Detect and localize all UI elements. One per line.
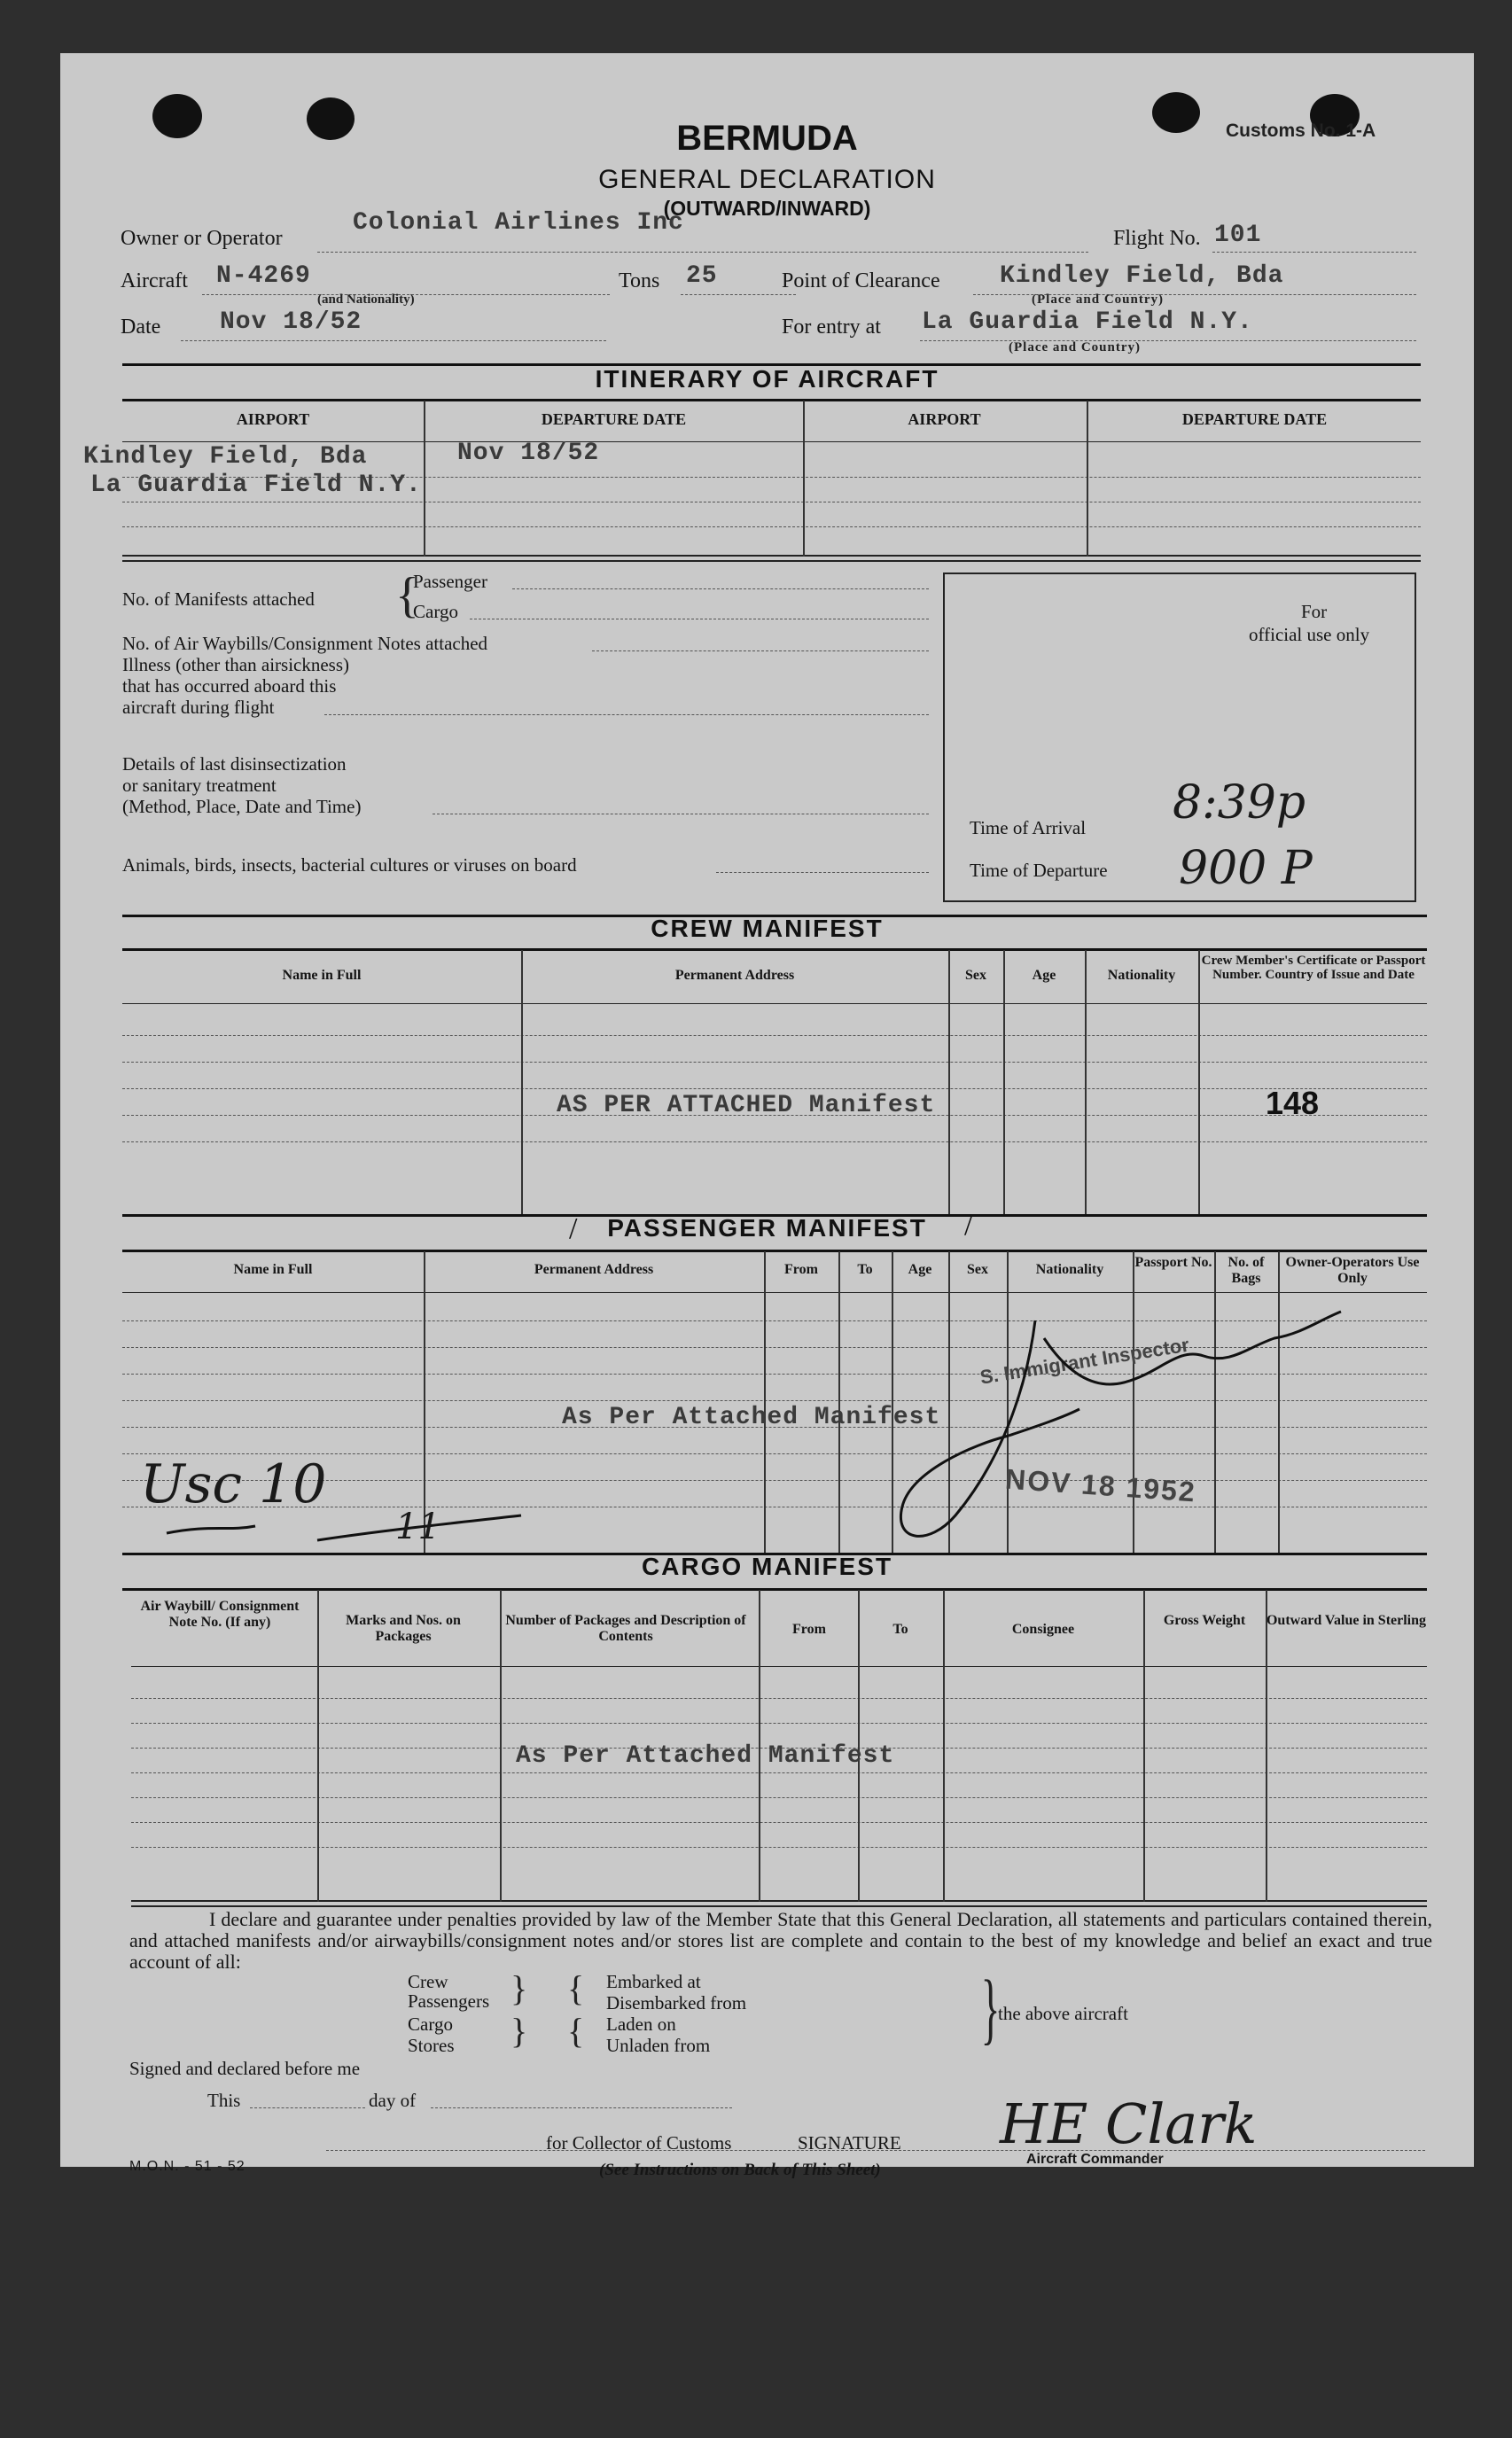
animals-label: Animals, birds, insects, bacterial cultures or viruses on board xyxy=(122,854,577,876)
itinerary-title: ITINERARY OF AIRCRAFT xyxy=(595,365,939,393)
form-subtitle: GENERAL DECLARATION xyxy=(598,165,936,194)
cargo-col-weight: Gross Weight xyxy=(1163,1613,1246,1628)
immigration-stamp-date: NOV 18 1952 xyxy=(1004,1462,1197,1508)
cargo-manifest-label: Cargo xyxy=(413,601,458,622)
itinerary-date-1: Nov 18/52 xyxy=(457,440,600,467)
decl-collector: for Collector of Customs xyxy=(546,2132,732,2154)
passenger-col-name: Name in Full xyxy=(233,1262,313,1277)
passenger-col-from: From xyxy=(784,1262,818,1277)
decl-above: the above aircraft xyxy=(998,2003,1128,2024)
manifests-label: No. of Manifests attached xyxy=(122,588,315,610)
decl-signature: SIGNATURE xyxy=(798,2132,901,2154)
entry-label: For entry at xyxy=(782,315,881,339)
aircraft-label: Aircraft xyxy=(121,269,188,292)
passenger-col-address: Permanent Address xyxy=(534,1262,654,1277)
cargo-col-waybill: Air Waybill/ Consignment Note No. (If any) xyxy=(140,1599,300,1630)
official-label-1: For xyxy=(1301,601,1328,622)
crew-col-name: Name in Full xyxy=(282,968,362,983)
departure-time: 900 P xyxy=(1179,842,1313,895)
crew-col-address: Permanent Address xyxy=(674,968,795,983)
cargo-col-packages: Number of Packages and Description of Contents xyxy=(505,1613,746,1644)
handwritten-note-sub: 11 xyxy=(395,1507,440,1547)
crew-count: 148 xyxy=(1266,1085,1320,1121)
decl-embarked: Embarked at xyxy=(606,1971,701,1992)
instructions-note: (See Instructions on Back of This Sheet) xyxy=(599,2161,881,2179)
crew-col-age: Age xyxy=(1032,968,1056,983)
decl-commander: Aircraft Commander xyxy=(1026,2152,1164,2167)
flight-label: Flight No. xyxy=(1113,227,1201,250)
passenger-title: PASSENGER MANIFEST xyxy=(607,1214,927,1242)
illness-line-3: aircraft during flight xyxy=(122,697,275,718)
immigration-stamp-text: S. Immigrant Inspector xyxy=(978,1333,1191,1389)
owner-value: Colonial Airlines Inc xyxy=(353,209,684,237)
cargo-note: As Per Attached Manifest xyxy=(516,1742,895,1770)
commander-signature: HE Clark xyxy=(1000,2091,1258,2156)
passenger-col-owner: Owner-Operators Use Only xyxy=(1285,1255,1420,1286)
passenger-col-nationality: Nationality xyxy=(1035,1262,1104,1277)
decl-this: This xyxy=(207,2090,241,2111)
crew-col-sex: Sex xyxy=(965,968,986,983)
clearance-value: Kindley Field, Bda xyxy=(1000,262,1284,290)
illness-line-1: Illness (other than airsickness) xyxy=(122,654,350,675)
itinerary-col-date-2: DEPARTURE DATE xyxy=(1181,410,1328,428)
form-code: M.O.N. - 51 - 52 xyxy=(129,2159,246,2174)
handwritten-note: Usc 10 xyxy=(140,1453,327,1515)
passenger-col-age: Age xyxy=(908,1262,932,1277)
form-title: BERMUDA xyxy=(676,119,858,158)
aircraft-note: (and Nationality) xyxy=(317,292,415,307)
declaration-text: I declare and guarantee under penalties provided by law of the Member State that this General Declaration, all statements and particulars contained therein, and attached manifests and/or airwaybills/consignment notes and/or stores list are complete and contain to the best of my knowledge and belief an exact and true account of all: xyxy=(129,1908,1432,1973)
itinerary-airport-1: Kindley Field, Bda xyxy=(83,443,368,471)
decl-day-of: day of xyxy=(369,2090,417,2111)
immigration-signature xyxy=(858,1285,1372,1551)
disinsect-line-1: Details of last disinsectization xyxy=(122,753,347,775)
declaration-form: Customs No. 1-A BERMUDA GENERAL DECLARATION (OUTWARD/INWARD) Owner or Operator Colonial Airlines Inc Flight No. 101 Aircraft N-4269 (and Nationality) Tons 25 Point of Clearance Kindley Field, Bda (Place and Country) Date Nov 18/52 For entry at La Guardia Field N.Y. (Place and Country) ITINERARY OF AIRCRAFT AIRPORT DEPARTURE DATE AIRPORT DEPARTURE DATE Kindley Field, Bda Nov 18/52 La Guardia Field N.Y. No. of Manifests attached { Passenger Cargo No. of Air Waybills/Consignment Notes attached Illness (other than airsickness) that has occurred aboard this aircraft during flight Details of last disinsectization or sanitary treatment (Method, Place, Date and Time) Animals, birds, insects, bacterial cultures or viruses on board For official use only Time of Arrival 8:39p Time of Departure 900 P CREW MANIFEST Name in Full Permanent Address Sex Age Nationality Crew Member's Certificate or Passport Number. Country of Issue and Date AS PER ATTACHED Manifest 148 PASSENGER MANIFEST / / Name in Full Permanent Address From To Age Sex Nationality Passport No. No. of Bags Owner-Operators Use Only As Per Attached Manifest S. Immigrant Inspector NOV 18 1952 Usc 10 11 CARGO MANIFEST Air Waybill/ Consignment Note No. (If any) Marks and Nos. on Packages Number of Packages and Description of Contents From To Consignee Gross Weight Outward Value in Sterling As Per Attached Manifest I declare and guarantee under penalties provided by law of the Member State that this General Declaration, all statements and particulars contained therein, and attached manifests and/or airwaybills/consignment notes and/or stores list are complete and contain to the best of my knowledge and belief an exact and true account of all: Crew Passengers } Cargo Stores } { { Embarked at Disembarked from Laden on Unladen from } the above aircraft Signed and declared before me This day of for Collector of Customs SIGNATURE HE Clark Aircraft Commander M.O.N. - 51 - 52 (See Instructions on Back of This Sheet) xyxy=(60,53,1474,2167)
decl-signed: Signed and declared before me xyxy=(129,2058,361,2079)
aircraft-value: N-4269 xyxy=(216,262,311,290)
decl-stores: Stores xyxy=(408,2035,455,2056)
decl-cargo: Cargo xyxy=(408,2013,453,2035)
arrival-time: 8:39p xyxy=(1173,776,1306,830)
crew-col-cert: Crew Member's Certificate or Passport Number. Country of Issue and Date xyxy=(1201,954,1426,982)
cargo-col-from: From xyxy=(792,1622,826,1637)
cargo-col-value: Outward Value in Sterling xyxy=(1266,1613,1427,1628)
itinerary-col-date-1: DEPARTURE DATE xyxy=(541,410,687,428)
entry-value: La Guardia Field N.Y. xyxy=(922,308,1253,336)
form-direction: (OUTWARD/INWARD) xyxy=(663,197,871,220)
itinerary-airport-2: La Guardia Field N.Y. xyxy=(90,471,422,499)
departure-label: Time of Departure xyxy=(970,860,1108,881)
decl-crew: Crew xyxy=(408,1971,448,1992)
passenger-col-to: To xyxy=(857,1262,873,1277)
waybills-label: No. of Air Waybills/Consignment Notes attached xyxy=(122,633,488,654)
decl-disembarked: Disembarked from xyxy=(606,1992,747,2013)
owner-label: Owner or Operator xyxy=(121,227,283,250)
crew-note: AS PER ATTACHED Manifest xyxy=(557,1092,936,1119)
clearance-label: Point of Clearance xyxy=(782,269,940,292)
cargo-col-to: To xyxy=(892,1622,908,1637)
form-number: Customs No. 1-A xyxy=(1226,121,1376,141)
entry-note: (Place and Country) xyxy=(1009,340,1141,354)
date-value: Nov 18/52 xyxy=(220,308,362,336)
itinerary-col-airport-1: AIRPORT xyxy=(236,410,310,428)
crew-title: CREW MANIFEST xyxy=(651,915,884,942)
clearance-note: (Place and Country) xyxy=(1032,292,1164,307)
decl-laden: Laden on xyxy=(606,2013,676,2035)
disinsect-line-2: or sanitary treatment xyxy=(122,775,277,796)
cargo-col-consignee: Consignee xyxy=(1011,1622,1075,1637)
decl-unladen: Unladen from xyxy=(606,2035,711,2056)
official-label-2: official use only xyxy=(1249,624,1370,645)
passenger-col-passport: Passport No. xyxy=(1134,1255,1212,1270)
cargo-col-marks: Marks and Nos. on Packages xyxy=(346,1613,461,1644)
passenger-manifest-label: Passenger xyxy=(413,571,487,592)
itinerary-col-airport-2: AIRPORT xyxy=(908,410,981,428)
passenger-col-sex: Sex xyxy=(967,1262,988,1277)
passenger-col-bags: No. of Bags xyxy=(1228,1255,1265,1286)
crew-col-nationality: Nationality xyxy=(1107,968,1176,983)
date-label: Date xyxy=(121,315,161,339)
decl-passengers: Passengers xyxy=(408,1990,490,2012)
illness-line-2: that has occurred aboard this xyxy=(122,675,337,697)
flight-value: 101 xyxy=(1214,222,1262,249)
passenger-note: As Per Attached Manifest xyxy=(562,1404,941,1431)
disinsect-line-3: (Method, Place, Date and Time) xyxy=(122,796,362,817)
tons-value: 25 xyxy=(686,262,718,290)
tons-label: Tons xyxy=(619,269,660,292)
arrival-label: Time of Arrival xyxy=(970,817,1087,838)
cargo-title: CARGO MANIFEST xyxy=(641,1553,893,1580)
